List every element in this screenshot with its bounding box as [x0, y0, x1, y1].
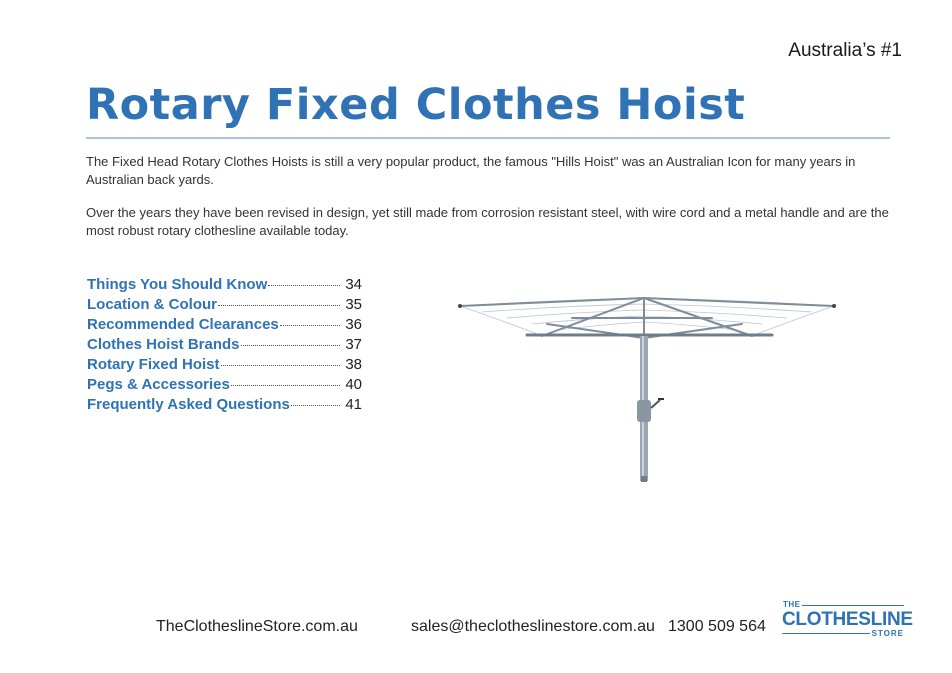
clothesline-store-logo	[782, 600, 913, 640]
toc-item-page: 40	[345, 376, 362, 393]
toc-item[interactable]	[87, 376, 362, 396]
toc-item-label[interactable]: Rotary Fixed Hoist	[87, 356, 220, 373]
toc-leader	[268, 285, 340, 286]
toc-item-page: 38	[345, 356, 362, 373]
toc-item-page: 36	[345, 316, 362, 333]
toc-item-page: 34	[345, 276, 362, 293]
toc-leader	[280, 325, 340, 326]
intro-paragraph-2: Over the years they have been revised in design, yet still made from corrosion resistant steel, with wire cord and a metal handle and are the most robust rotary clothesline available today.	[86, 205, 889, 238]
rotary-clothes-hoist-image	[452, 288, 842, 488]
logo-the-text: THE	[783, 600, 801, 609]
toc-item-page: 41	[345, 396, 362, 413]
logo-line-top	[802, 605, 904, 606]
page-title: Rotary Fixed Clothes Hoist	[86, 80, 746, 130]
table-of-contents	[87, 276, 362, 416]
toc-leader	[221, 365, 340, 366]
toc-leader	[218, 305, 340, 306]
toc-item-label[interactable]: Clothes Hoist Brands	[87, 336, 240, 353]
toc-item[interactable]	[87, 356, 362, 376]
footer-website-link[interactable]: TheClotheslineStore.com.au	[156, 618, 358, 635]
toc-item-label[interactable]: Pegs & Accessories	[87, 376, 230, 393]
logo-line-bottom	[782, 633, 870, 634]
tagline: Australia’s #1	[788, 40, 902, 61]
toc-item-page: 37	[345, 336, 362, 353]
title-divider	[86, 137, 890, 139]
toc-leader	[241, 345, 340, 346]
toc-item-label[interactable]: Location & Colour	[87, 296, 217, 313]
toc-item[interactable]	[87, 336, 362, 356]
toc-item[interactable]	[87, 296, 362, 316]
toc-item-label[interactable]: Frequently Asked Questions	[87, 396, 290, 413]
footer-email-link[interactable]: sales@theclotheslinestore.com.au	[411, 618, 655, 635]
intro-paragraph-1: The Fixed Head Rotary Clothes Hoists is still a very popular product, the famous "Hills Hoist" was an Australian Icon for many years in Australian back yards.	[86, 154, 856, 187]
toc-leader	[291, 405, 340, 406]
toc-item[interactable]	[87, 276, 362, 296]
toc-item-label[interactable]: Things You Should Know	[87, 276, 268, 293]
toc-item[interactable]	[87, 396, 362, 416]
toc-item[interactable]	[87, 316, 362, 336]
toc-item-label[interactable]: Recommended Clearances	[87, 316, 279, 333]
footer-phone: 1300 509 564	[668, 618, 766, 635]
toc-item-page: 35	[345, 296, 362, 313]
logo-store-text: STORE	[871, 629, 904, 638]
toc-leader	[231, 385, 340, 386]
logo-main-text: CLOTHESLINE	[782, 609, 913, 630]
